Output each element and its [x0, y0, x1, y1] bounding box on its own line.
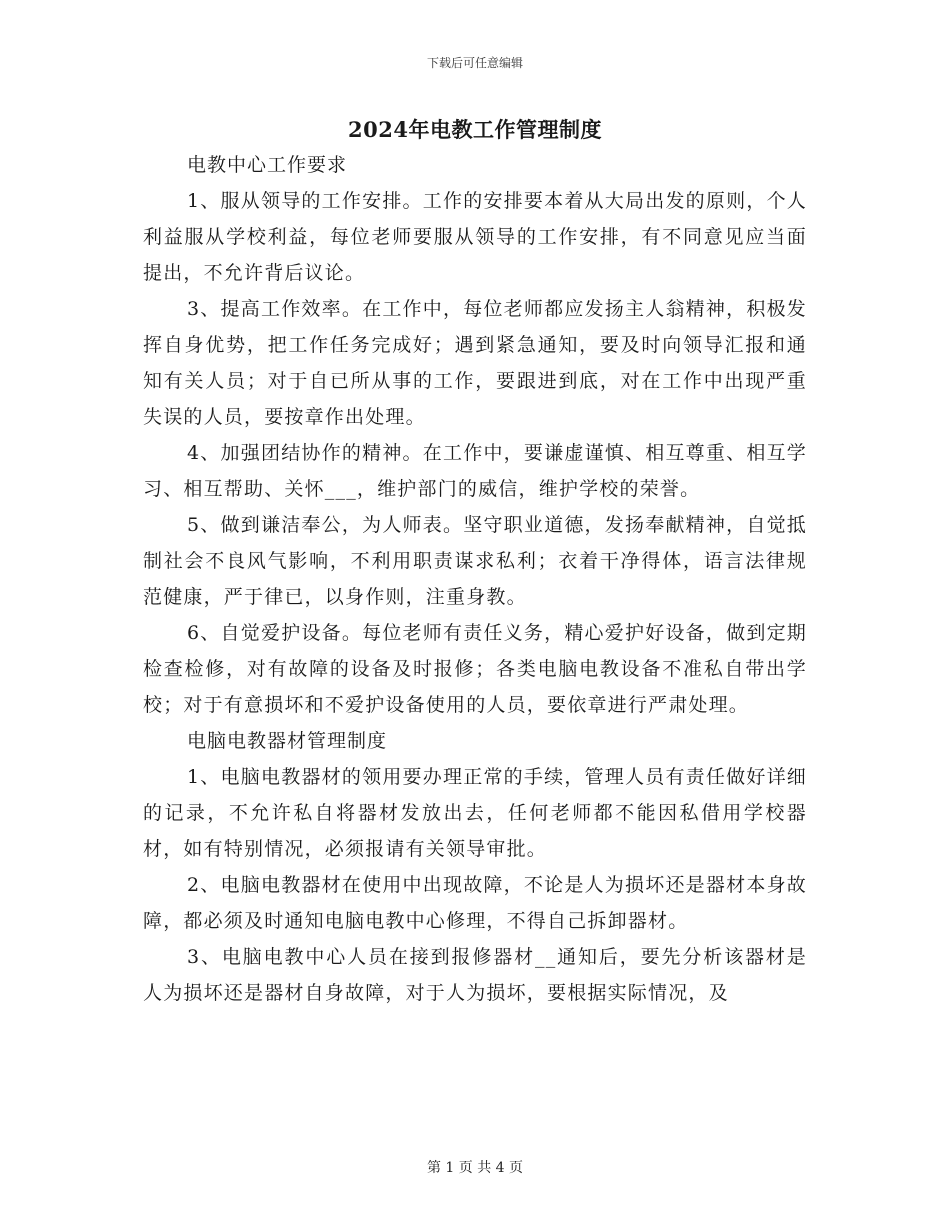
- paragraph: 5、做到谦洁奉公，为人师表。坚守职业道德，发扬奉献精神，自觉抵制社会不良风气影响，不利用职责谋求私利；衣着干净得体，语言法律规范健康，严于律已，以身作则，注重身教。: [143, 514, 807, 608]
- paragraph: 4、加强团结协作的精神。在工作中，要谦虚谨慎、相互尊重、相互学习、相互帮助、关怀___，维护部门的威信，维护学校的荣誉。: [143, 442, 807, 500]
- section-heading: 电教中心工作要求: [187, 154, 348, 176]
- paragraph: 2、电脑电教器材在使用中出现故障，不论是人为损坏还是器材本身故障，都必须及时通知电脑电教中心修理，不得自己拆卸器材。: [143, 874, 807, 932]
- document-body: [143, 147, 807, 1011]
- paragraph: 1、服从领导的工作安排。工作的安排要本着从大局出发的原则，个人利益服从学校利益，每位老师要服从领导的工作安排，有不同意见应当面提出，不允许背后议论。: [143, 190, 807, 284]
- page-number: 第 1 页 共 4 页: [426, 1160, 524, 1176]
- header-note: 下载后可任意编辑: [426, 56, 523, 70]
- paragraph: 1、电脑电教器材的领用要办理正常的手续，管理人员有责任做好详细的记录，不允许私自将器材发放出去，任何老师都不能因私借用学校器材，如有特别情况，必须报请有关领导审批。: [143, 766, 807, 860]
- paragraph: 3、提高工作效率。在工作中，每位老师都应发扬主人翁精神，积极发挥自身优势，把工作任务完成好；遇到紧急通知，要及时向领导汇报和通知有关人员；对于自已所从事的工作，要跟进到底，对在工作中出现严重失误的人员，要按章作出处理。: [143, 298, 807, 428]
- document-title: 2024年电教工作管理制度: [348, 117, 602, 142]
- paragraph: 3、电脑电教中心人员在接到报修器材__通知后，要先分析该器材是人为损坏还是器材自身故障，对于人为损坏，要根据实际情况，及: [143, 946, 807, 1004]
- paragraph: 6、自觉爱护设备。每位老师有责任义务，精心爱护好设备，做到定期检查检修，对有故障的设备及时报修；各类电脑电教设备不准私自带出学校；对于有意损坏和不爱护设备使用的人员，要依章进行严肃处理。: [143, 622, 807, 716]
- section-heading: 电脑电教器材管理制度: [187, 730, 388, 752]
